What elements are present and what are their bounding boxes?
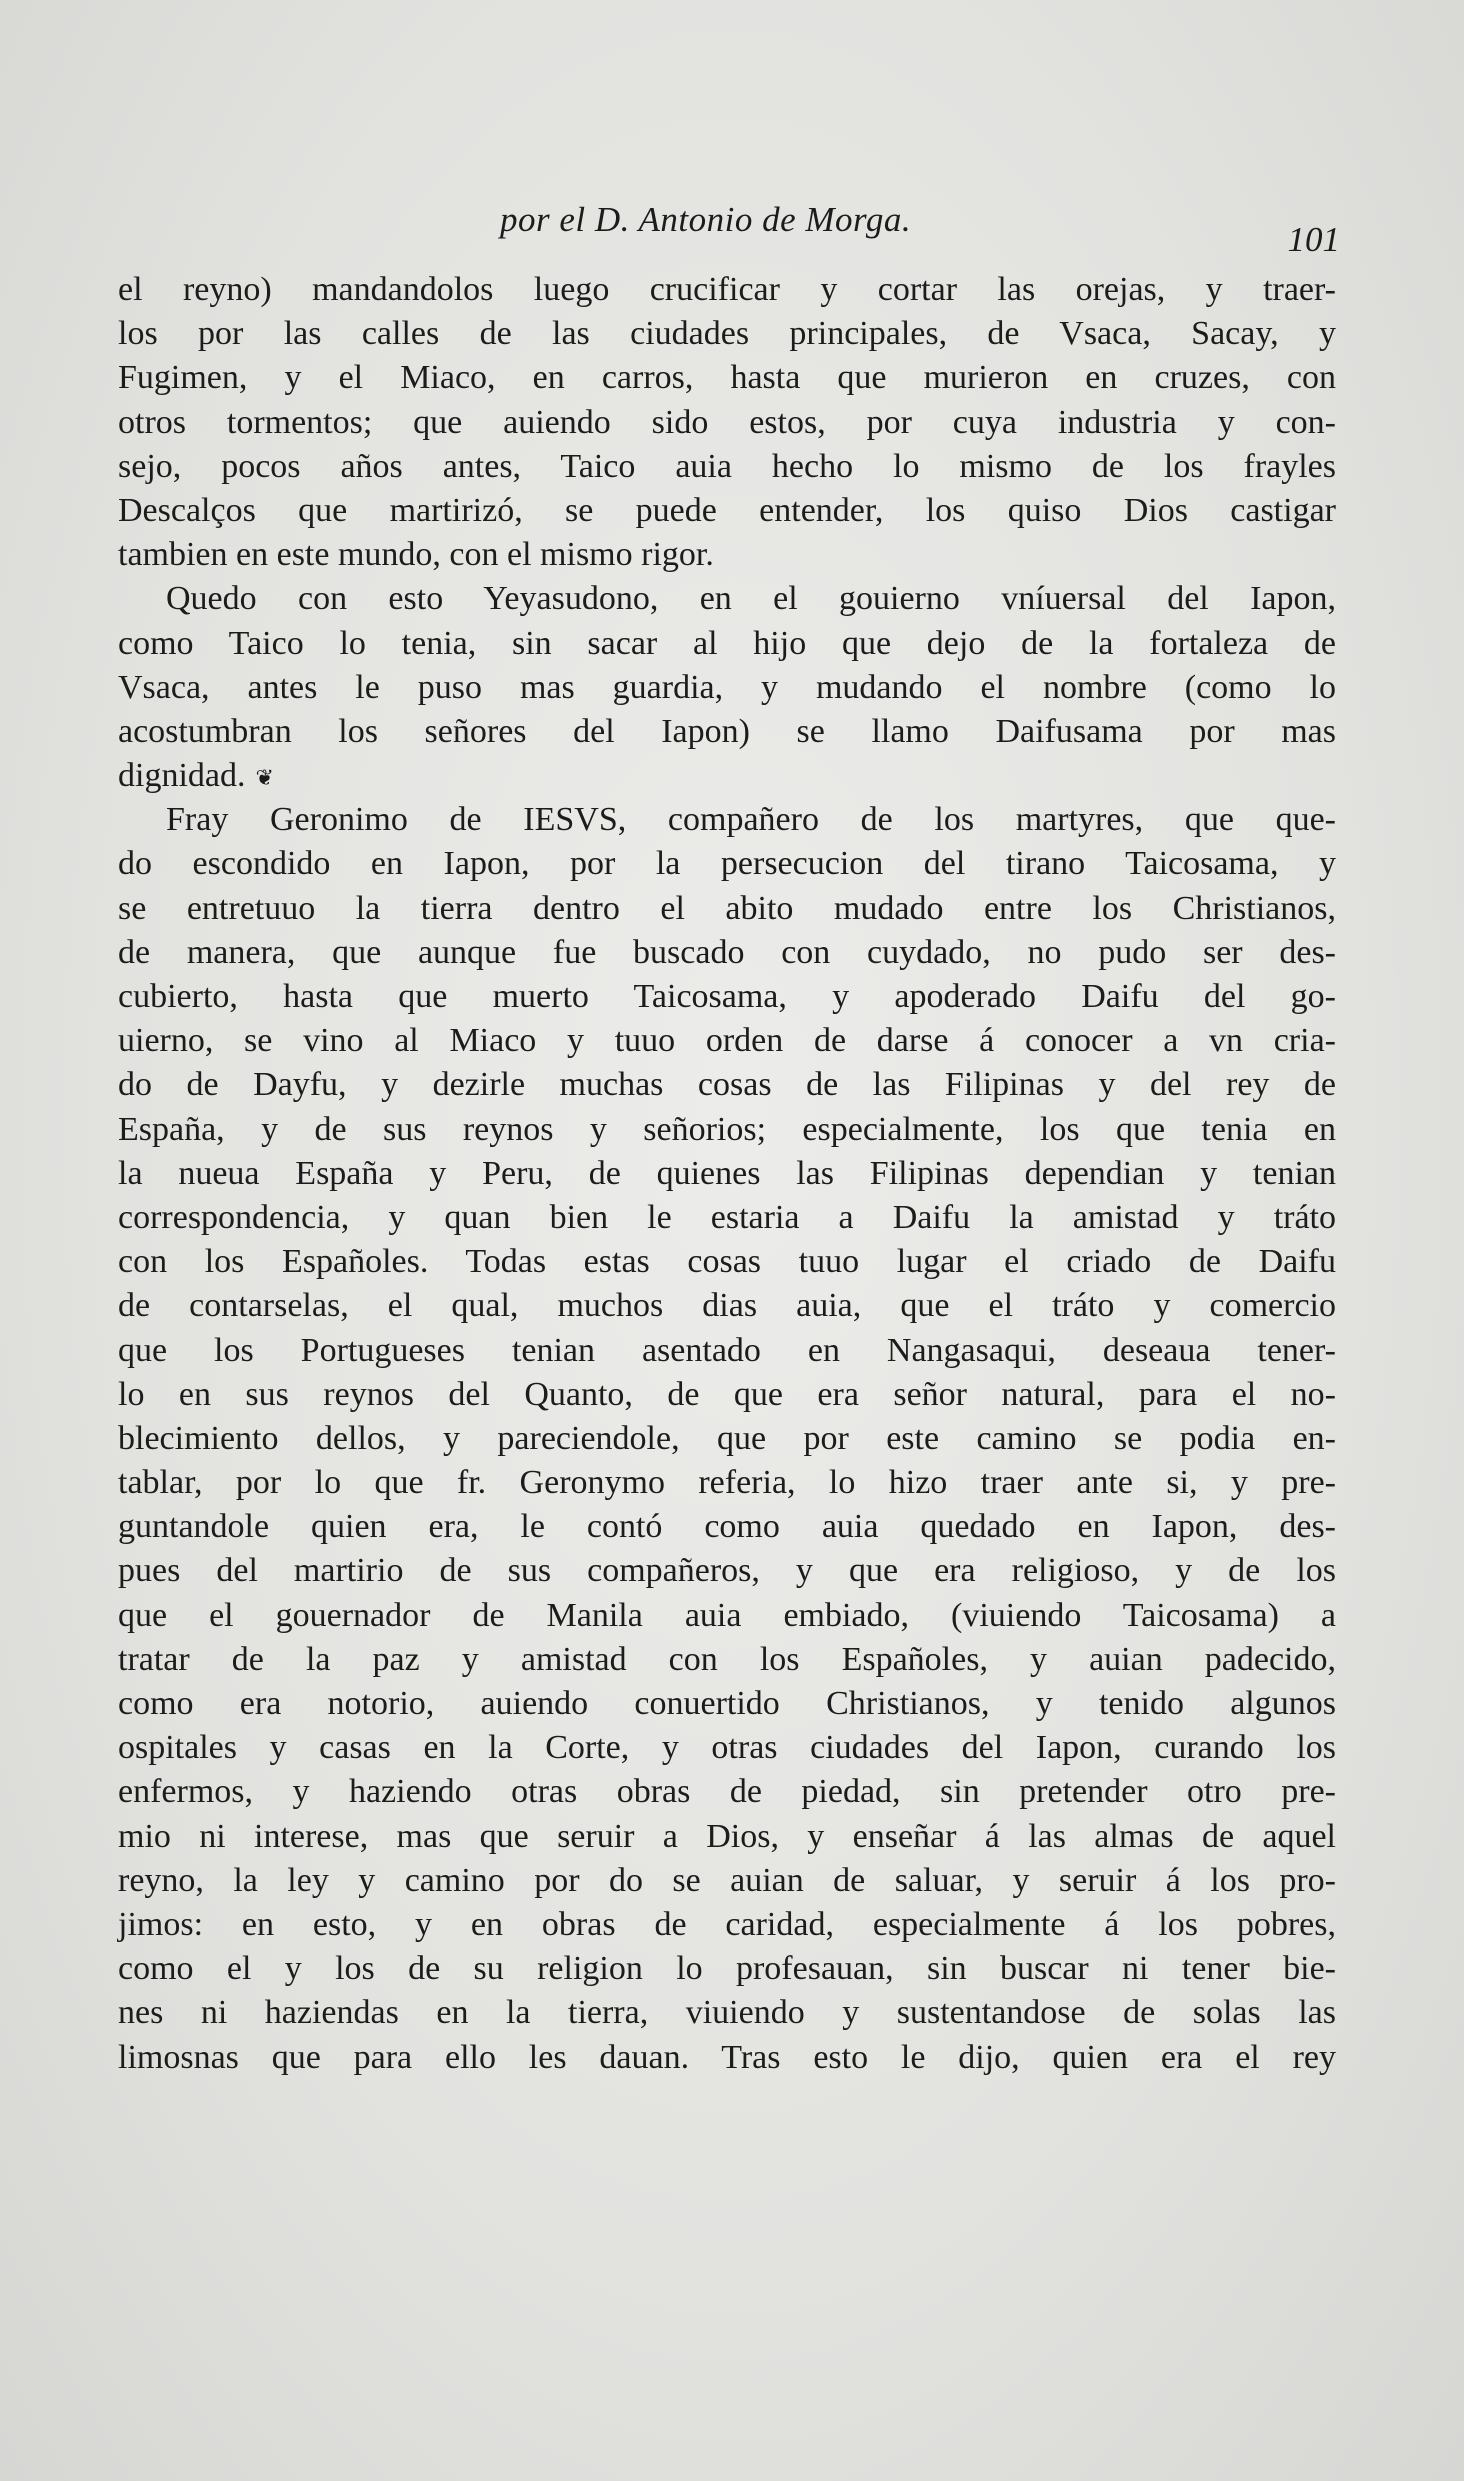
running-head <box>120 200 1340 260</box>
line-text: limosnas que para ello les dauan. Tras esto le dijo, quien era el rey <box>118 2038 1336 2076</box>
text-line <box>118 710 1336 754</box>
text-line <box>118 1063 1336 1107</box>
line-text: do escondido en Iapon, por la persecucion del tirano Taicosama, y <box>118 845 1336 883</box>
text-line <box>118 1859 1336 1903</box>
text-line <box>118 445 1336 489</box>
text-line <box>118 1284 1336 1328</box>
running-head-title: por el D. Antonio de Morga. <box>500 200 912 239</box>
text-line <box>118 577 1336 621</box>
line-text: enfermos, y haziendo otras obras de piedad, sin pretender otro pre- <box>118 1773 1336 1811</box>
line-text: el reyno) mandandolos luego crucificar y cortar las orejas, y traer- <box>118 271 1336 308</box>
text-line <box>118 1152 1336 1196</box>
text-line <box>118 1019 1336 1063</box>
line-text: que los Portugueses tenian asentado en Nangasaqui, deseaua tener- <box>118 1331 1336 1369</box>
line-text: que el gouernador de Manila auia embiado, (viuiendo Taicosama) a <box>118 1596 1336 1634</box>
text-line <box>118 1417 1336 1461</box>
line-text: correspondencia, y quan bien le estaria a Daifu la amistad y tráto <box>118 1198 1336 1236</box>
text-line <box>118 312 1336 356</box>
text-line <box>118 401 1336 445</box>
line-text: Fugimen, y el Miaco, en carros, hasta que murieron en cruzes, con <box>118 359 1336 397</box>
line-text: como el y los de su religion lo profesauan, sin buscar ni tener bie- <box>118 1950 1336 1988</box>
line-text: la nueua España y Peru, de quienes las Filipinas dependian y tenian <box>118 1154 1336 1192</box>
line-text: nes ni haziendas en la tierra, viuiendo y sustentandose de solas las <box>118 1994 1336 2032</box>
text-line <box>118 1903 1336 1947</box>
line-text: pues del martirio de sus compañeros, y que era religioso, y de los <box>118 1552 1336 1590</box>
text-line <box>118 754 1336 798</box>
text-line <box>118 1991 1336 2035</box>
line-text: tratar de la paz y amistad con los Españoles, y auian padecido, <box>118 1640 1336 1678</box>
line-text: como era notorio, auiendo conuertido Christianos, y tenido algunos <box>118 1685 1336 1722</box>
line-text: jimos: en esto, y en obras de caridad, especialmente á los pobres, <box>118 1905 1336 1943</box>
text-line <box>118 1373 1336 1417</box>
paragraph <box>118 577 1336 798</box>
text-line <box>118 666 1336 710</box>
text-line <box>118 1815 1336 1859</box>
text-line <box>118 798 1336 842</box>
line-text: otros tormentos; que auiendo sido estos, por cuya industria y con- <box>118 403 1336 441</box>
line-text: ospitales y casas en la Corte, y otras ciudades del Iapon, curando los <box>118 1729 1336 1767</box>
text-line <box>118 1505 1336 1549</box>
line-text: dignidad. <box>118 757 246 795</box>
line-text: con los Españoles. Todas estas cosas tuuo lugar el criado de Daifu <box>118 1243 1336 1281</box>
text-line <box>118 1594 1336 1638</box>
paragraph <box>118 268 1336 577</box>
text-line <box>118 931 1336 975</box>
text-line <box>118 2036 1336 2080</box>
text-line <box>118 842 1336 886</box>
text-line <box>118 1461 1336 1505</box>
line-text: Vsaca, antes le puso mas guardia, y mudando el nombre (como lo <box>118 668 1336 706</box>
text-line <box>118 1682 1336 1726</box>
line-text: uierno, se vino al Miaco y tuuo orden de darse á conocer a vn cria- <box>118 1022 1336 1060</box>
line-text: tambien en este mundo, con el mismo rigor. <box>118 536 714 574</box>
text-line <box>118 1638 1336 1682</box>
text-line <box>118 1947 1336 1991</box>
line-text: de manera, que aunque fue buscado con cuydado, no pudo ser des- <box>118 933 1336 971</box>
text-line <box>118 622 1336 666</box>
text-line <box>118 1108 1336 1152</box>
line-text: mio ni interese, mas que seruir a Dios, y enseñar á las almas de aquel <box>118 1817 1336 1855</box>
paragraph <box>118 798 1336 2079</box>
text-line <box>118 887 1336 931</box>
line-text: tablar, por lo que fr. Geronymo referia, lo hizo traer ante si, y pre- <box>118 1464 1336 1502</box>
line-text: do de Dayfu, y dezirle muchas cosas de las Filipinas y del rey de <box>118 1066 1336 1104</box>
line-text: los por las calles de las ciudades principales, de Vsaca, Sacay, y <box>118 315 1336 353</box>
text-line <box>118 1549 1336 1593</box>
text-line <box>118 1196 1336 1240</box>
line-text: cubierto, hasta que muerto Taicosama, y apoderado Daifu del go- <box>118 978 1336 1015</box>
text-line <box>118 1240 1336 1284</box>
line-text: como Taico lo tenia, sin sacar al hijo que dejo de la fortaleza de <box>118 624 1336 662</box>
page-number: 101 <box>1287 220 1340 259</box>
line-text: lo en sus reynos del Quanto, de que era señor natural, para el no- <box>118 1375 1336 1413</box>
fleuron-ornament-icon: ❦ <box>255 765 274 791</box>
line-text: de contarselas, el qual, muchos dias auia, que el tráto y comercio <box>118 1287 1336 1325</box>
text-line <box>118 489 1336 533</box>
text-line <box>118 1726 1336 1770</box>
line-text: España, y de sus reynos y señorios; especialmente, los que tenia en <box>118 1110 1336 1148</box>
line-text: se entretuuo la tierra dentro el abito mudado entre los Christianos, <box>118 889 1336 927</box>
line-text: Fray Geronimo de IESVS, compañero de los martyres, que que- <box>166 801 1336 839</box>
text-line <box>118 356 1336 400</box>
line-text: Quedo con esto Yeyasudono, en el gouierno vníuersal del Iapon, <box>166 580 1336 618</box>
text-line <box>118 975 1336 1019</box>
text-line <box>118 1329 1336 1373</box>
text-line <box>118 533 1336 577</box>
body-text <box>118 268 1336 2080</box>
line-text: reyno, la ley y camino por do se auian de saluar, y seruir á los pro- <box>118 1861 1336 1899</box>
line-text: guntandole quien era, le contó como auia quedado en Iapon, des- <box>118 1508 1336 1546</box>
text-line <box>118 1770 1336 1814</box>
line-text: blecimiento dellos, y pareciendole, que por este camino se podia en- <box>118 1419 1336 1457</box>
text-line <box>118 268 1336 312</box>
line-text: acostumbran los señores del Iapon) se llamo Daifusama por mas <box>118 712 1336 750</box>
line-text: Descalços que martirizó, se puede entender, los quiso Dios castigar <box>118 491 1336 529</box>
line-text: sejo, pocos años antes, Taico auia hecho lo mismo de los frayles <box>118 447 1336 485</box>
